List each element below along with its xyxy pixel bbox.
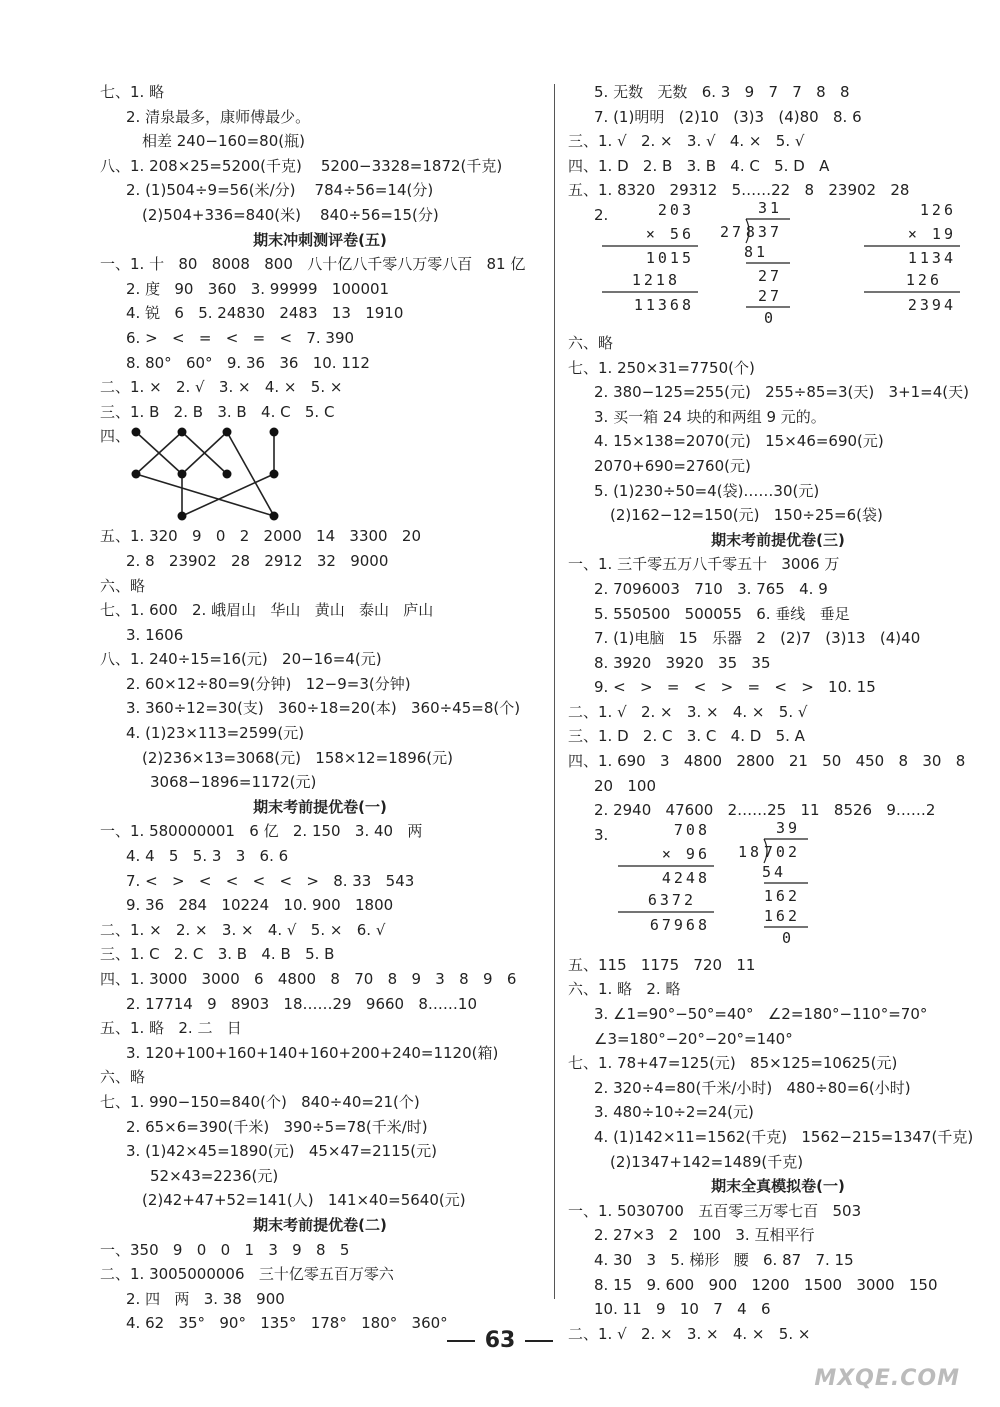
answer-line: 2. 度 90 360 3. 99999 100001 — [126, 279, 390, 298]
answer-line: 6. > < = < = < 7. 390 — [126, 328, 355, 347]
answer-line: 4. 锐 6 5. 24830 2483 13 1910 — [126, 304, 404, 323]
div-b-dividend: 837 — [745, 222, 782, 241]
match-dot — [270, 428, 279, 437]
match-dot — [270, 512, 279, 521]
answer-line: 三、1. B 2. B 3. B 4. C 5. C — [100, 402, 335, 421]
answer-line: 四、1. D 2. B 3. B 4. C 5. D A — [568, 156, 830, 175]
answer-line: 7. (1)明明 (2)10 (3)3 (4)80 8. 6 — [594, 107, 862, 126]
div-e-remainder: 0 — [781, 928, 794, 947]
answer-line: ∠3=180°−20°−20°=140° — [594, 1029, 793, 1048]
answer-line: 五、1. 略 2. 二 日 — [100, 1019, 242, 1038]
div-b-quotient: 31 — [757, 198, 782, 217]
answer-line: 3. 480÷10÷2=24(元) — [594, 1103, 754, 1122]
answer-line: 7. < > < < < < > 8. 33 543 — [126, 871, 415, 890]
mult-c-product: 2394 — [907, 295, 956, 314]
answer-line: 3. 买一箱 24 块的和两组 9 元的。 — [594, 407, 826, 426]
answer-line: 3068−1896=1172(元) — [150, 773, 317, 792]
answer-line: 2070+690=2760(元) — [594, 456, 751, 475]
vertical-calc-1 — [568, 198, 988, 331]
mult-d-product: 67968 — [649, 915, 710, 934]
page-number: 63 — [0, 1328, 1000, 1353]
div-e-step2: 162 — [763, 886, 800, 905]
answer-line: 2. 四 两 3. 38 900 — [126, 1289, 285, 1308]
answer-line: 2. 60×12÷80=9(分钟) 12−9=3(分钟) — [126, 674, 411, 693]
div-b-step3: 27 — [757, 286, 782, 305]
answer-line: 七、1. 78+47=125(元) 85×125=10625(元) — [568, 1054, 898, 1073]
div-e-step1: 54 — [761, 862, 786, 881]
div-e-dividend: 702 — [763, 842, 800, 861]
matching-lines — [130, 424, 330, 524]
answer-line: 三、1. C 2. C 3. B 4. B 5. B — [100, 945, 335, 964]
answer-line: 3. 1606 — [126, 625, 184, 644]
answer-line: 七、1. 600 2. 峨眉山 华山 黄山 泰山 庐山 — [100, 601, 434, 620]
mult-a-partial2: 1218 — [631, 270, 680, 289]
match-dot — [223, 470, 232, 479]
answer-line: 四、1. 690 3 4800 2800 21 50 450 8 30 8 — [568, 752, 966, 771]
match-dot — [132, 470, 141, 479]
answer-line: 2. 2940 47600 2……25 11 8526 9……2 — [594, 801, 936, 820]
answer-line: 2. 27×3 2 100 3. 互相平行 — [594, 1226, 815, 1245]
answer-line: 五、1. 8320 29312 5……22 8 23902 28 — [568, 181, 910, 200]
section-title: 期末全真模拟卷(一) — [711, 1177, 845, 1196]
answer-line: 4. (1)142×11=1562(千克) 1562−215=1347(千克) — [594, 1128, 974, 1146]
vertical-calc-svg-2 — [618, 819, 918, 951]
div-b-remainder: 0 — [763, 308, 776, 327]
answer-line: 5. 无数 无数 6. 3 9 7 7 8 8 — [594, 83, 850, 101]
answer-line: 六、略 — [568, 333, 614, 352]
section-title: 期末考前提优卷(三) — [711, 530, 845, 549]
answer-line: 7. (1)电脑 15 乐器 2 (2)7 (3)13 (4)40 — [594, 629, 921, 648]
calc-label: 2. — [594, 205, 609, 224]
answer-line: 六、略 — [100, 576, 146, 595]
match-dot — [178, 470, 187, 479]
answer-line: 4. 4 5 5. 3 3 6. 6 — [126, 847, 289, 866]
answer-line: 2. 65×6=390(千米) 390÷5=78(千米/时) — [126, 1117, 428, 1136]
answer-line: 4. 15×138=2070(元) 15×46=690(元) — [594, 432, 884, 451]
answer-line: 一、1. 三千零五万八千零五十 3006 万 — [568, 555, 840, 574]
right-column — [568, 80, 988, 1346]
answer-line: 二、1. √ 2. × 3. × 4. × 5. √ — [568, 702, 808, 721]
answer-line: 20 100 — [594, 776, 657, 795]
answer-line: 二、1. × 2. × 3. × 4. √ 5. × 6. √ — [100, 920, 386, 939]
div-b-step2: 27 — [757, 266, 782, 285]
match-dot — [270, 470, 279, 479]
left-column — [100, 80, 540, 1336]
answer-line: 9. < > = < > = < > 10. 15 — [594, 678, 876, 697]
match-dot — [178, 512, 187, 521]
answer-line: 六、1. 略 2. 略 — [568, 980, 681, 999]
answer-line: 52×43=2236(元) — [150, 1166, 279, 1185]
answer-line: 一、1. 580000001 6 亿 2. 150 3. 40 两 — [100, 822, 423, 841]
answer-line: 2. 8 23902 28 2912 32 9000 — [126, 551, 389, 570]
answer-line: 2. 380−125=255(元) 255÷85=3(天) 3+1=4(天) — [594, 383, 969, 402]
answer-line: 5. 550500 500055 6. 垂线 垂足 — [594, 604, 850, 623]
matching-diagram — [100, 424, 540, 524]
mult-a-multiplicand: 203 — [657, 200, 694, 219]
div-e-step3: 162 — [763, 906, 800, 925]
answer-line: 3. 120+100+160+140+160+200+240=1120(箱) — [126, 1043, 499, 1062]
answer-line: 4. 62 35° 90° 135° 178° 180° 360° — [126, 1314, 448, 1333]
mult-d-partial1: 4248 — [661, 868, 710, 887]
answer-line: 10. 11 9 10 7 4 6 — [594, 1300, 771, 1319]
answer-line: (2)162−12=150(元) 150÷25=6(袋) — [610, 506, 883, 525]
answer-line: 八、1. 208×25=5200(千克) 5200−3328=1872(千克) — [100, 156, 503, 175]
answer-line: 2. 清泉最多，康师傅最少。 — [126, 107, 311, 126]
watermark: MXQE.COM — [814, 1366, 960, 1391]
match-dot — [223, 428, 232, 437]
answer-line: 一、350 9 0 0 1 3 9 8 5 — [100, 1240, 350, 1259]
column-divider — [554, 84, 555, 1299]
answer-line: 二、1. 3005000006 三十亿零五百万零六 — [100, 1265, 394, 1284]
answer-line: 2. 17714 9 8903 18……29 9660 8……10 — [126, 994, 478, 1013]
div-b-step1: 81 — [743, 242, 768, 261]
answer-line: 七、1. 250×31=7750(个) — [568, 358, 755, 377]
answer-line: 七、1. 990−150=840(个) 840÷40=21(个) — [100, 1092, 420, 1111]
answer-line: 四、1. 3000 3000 6 4800 8 70 8 9 3 8 9 6 — [100, 970, 517, 988]
answer-line: 8. 3920 3920 35 35 — [594, 653, 771, 672]
answer-line: 一、1. 十 80 8008 800 八十亿八千零八万零八百 81 亿 — [100, 255, 526, 274]
answer-line: (2)1347+142=1489(千克) — [610, 1152, 804, 1171]
mult-d-multiplier: × 96 — [661, 844, 710, 863]
div-e-quotient: 39 — [775, 818, 800, 837]
calc-label: 3. — [594, 825, 609, 844]
section-title: 期末考前提优卷(二) — [253, 1215, 387, 1234]
answer-line: 三、1. D 2. C 3. C 4. D 5. A — [568, 727, 805, 746]
answer-line: 三、1. √ 2. × 3. √ 4. × 5. √ — [568, 132, 805, 151]
match-line — [182, 474, 274, 516]
match-dot — [178, 428, 187, 437]
answer-line: 七、1. 略 — [100, 83, 165, 101]
section-title: 期末冲刺测评卷(五) — [253, 230, 387, 249]
mult-c-partial1: 1134 — [907, 248, 956, 267]
answer-line: 六、略 — [100, 1068, 146, 1087]
answer-line: 五、115 1175 720 11 — [568, 955, 756, 974]
answer-line: 3. (1)42×45=1890(元) 45×47=2115(元) — [126, 1142, 438, 1161]
mult-d-multiplicand: 708 — [673, 820, 710, 839]
section-title: 期末考前提优卷(一) — [253, 797, 387, 816]
match-dot — [132, 428, 141, 437]
mult-c-partial2: 126 — [905, 270, 942, 289]
matching-label: 四、 — [100, 427, 131, 446]
mult-a-partial1: 1015 — [645, 248, 694, 267]
answer-line: 二、1. √ 2. × 3. × 4. × 5. × — [568, 1324, 811, 1343]
div-b-divisor: 27 — [719, 222, 744, 241]
answer-line: 2. 320÷4=80(千米/小时) 480÷80=6(小时) — [594, 1078, 911, 1097]
answer-line: 3. 360÷12=30(支) 360÷18=20(本) 360÷45=8(个) — [126, 699, 521, 718]
answer-line: 3. ∠1=90°−50°=40° ∠2=180°−110°=70° — [594, 1005, 928, 1024]
mult-a-product: 11368 — [633, 295, 694, 314]
answer-line: 8. 80° 60° 9. 36 36 10. 112 — [126, 353, 370, 372]
div-e-divisor: 18 — [737, 842, 762, 861]
answer-line: 相差 240−160=80(瓶) — [142, 132, 305, 151]
answer-line: 二、1. × 2. √ 3. × 4. × 5. × — [100, 378, 343, 397]
answer-line: 4. (1)23×113=2599(元) — [126, 724, 305, 743]
answer-line: 5. (1)230÷50=4(袋)……30(元) — [594, 481, 820, 500]
answer-line: 八、1. 240÷15=16(元) 20−16=4(元) — [100, 650, 382, 669]
answer-line: 一、1. 5030700 五百零三万零七百 503 — [568, 1201, 862, 1220]
answer-line: (2)42+47+52=141(人) 141×40=5640(元) — [142, 1191, 466, 1210]
answer-line: (2)236×13=3068(元) 158×12=1896(元) — [142, 748, 454, 767]
answer-line: 2. (1)504÷9=56(米/分) 784÷56=14(分) — [126, 181, 434, 200]
mult-c-multiplier: × 19 — [907, 224, 956, 243]
mult-a-multiplier: × 56 — [645, 224, 694, 243]
vertical-calc-2 — [568, 818, 988, 953]
vertical-calc-svg-1 — [602, 199, 1000, 329]
mult-d-partial2: 6372 — [647, 890, 696, 909]
answer-line: 8. 15 9. 600 900 1200 1500 3000 150 — [594, 1275, 938, 1294]
mult-c-multiplicand: 126 — [919, 200, 956, 219]
answer-line: 4. 30 3 5. 梯形 腰 6. 87 7. 15 — [594, 1250, 854, 1269]
answer-line: (2)504+336=840(米) 840÷56=15(分) — [142, 205, 439, 224]
answer-line: 五、1. 320 9 0 2 2000 14 3300 20 — [100, 527, 421, 546]
answer-line: 9. 36 284 10224 10. 900 1800 — [126, 896, 394, 915]
answer-line: 2. 7096003 710 3. 765 4. 9 — [594, 579, 828, 598]
